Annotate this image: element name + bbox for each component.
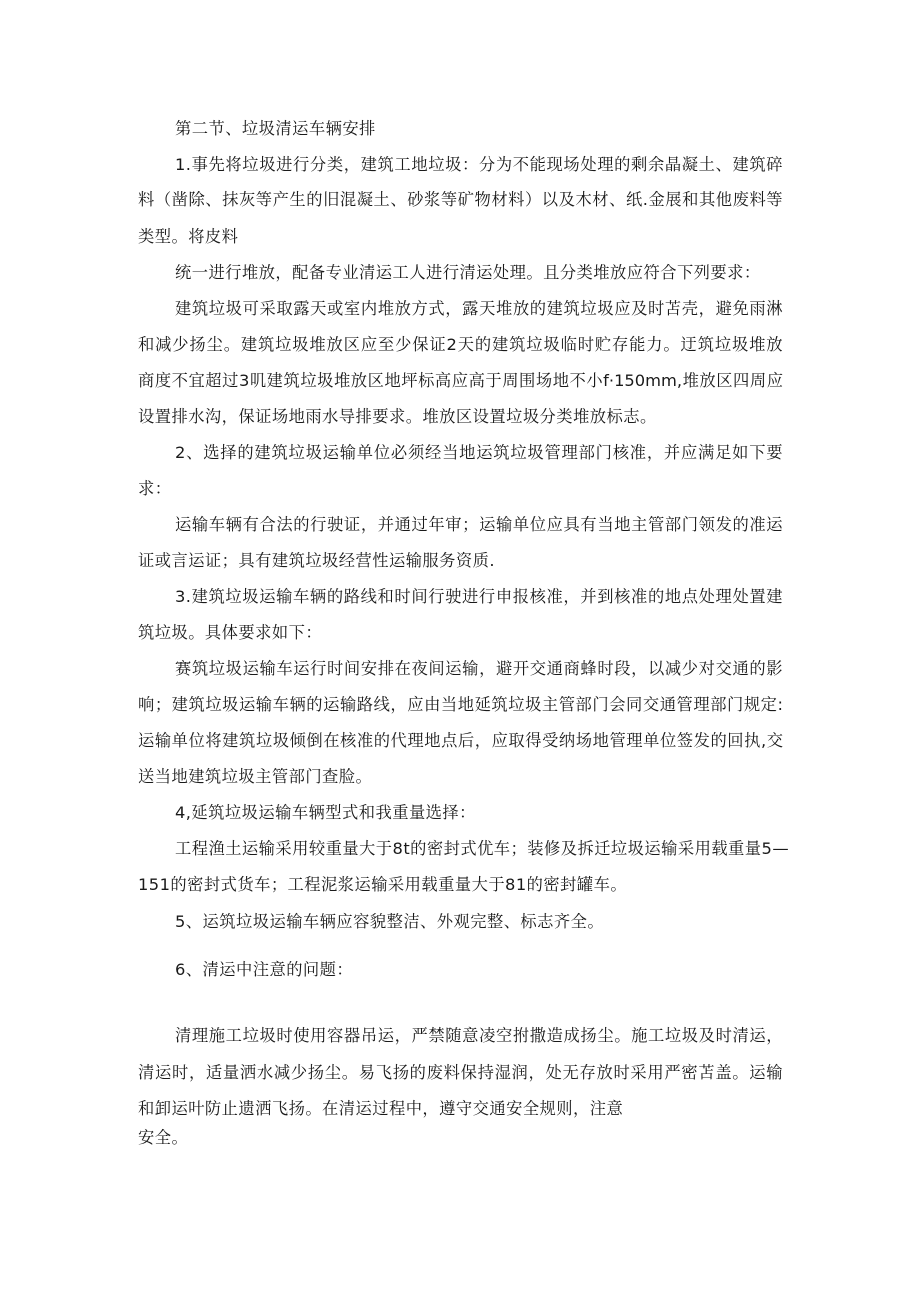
paragraph-line: 建筑垃圾可采取露天或室内堆放方式，露天堆放的建筑垃圾应及时苫壳，避免雨淋 [175,299,783,318]
paragraph-line: 送当地建筑垃圾主管部门查脸。 [138,767,373,786]
paragraph-line: 运输单位将建筑垃圾倾倒在核准的代理地点后，应取得受纳场地管理单位签发的回执,交 [138,731,783,750]
paragraph-line: 1.事先将垃圾进行分类，建筑工地垃圾：分为不能现场处理的剩余晶凝土、建筑碎 [175,155,783,174]
paragraph-line: 证或言运证；具有建筑垃圾经营性运输服务资质. [138,551,495,570]
paragraph-line: 3.建筑垃圾运输车辆的路线和时间行驶进行申报核准，并到核准的地点处理处置建 [175,587,783,606]
paragraph-line: 求： [138,479,172,498]
paragraph-line: 4,延筑垃圾运输车辆型式和我重量选择： [175,803,476,822]
paragraph-line: 工程渔土运输采用较重量大于8t的密封式优车；装修及拆迁垃圾运输采用载重量5— [175,839,790,858]
paragraph-line: 赛筑垃圾运输车运行时间安排在夜间运输，避开交通商蜂时段，以减少对交通的影 [175,659,783,678]
paragraph-line: 和减少扬尘。建筑垃圾堆放区应至少保证2天的建筑垃圾临时贮存能力。迂筑垃圾堆放 [138,335,783,354]
paragraph-line: 运输车辆有合法的行驶证，并通过年审；运输单位应具有当地主管部门领发的准运 [175,515,783,534]
section-heading: 第二节、垃圾清运车辆安排 [175,119,376,138]
paragraph-line: 类型。将皮料 [138,227,239,246]
paragraph-line: 响；建筑垃圾运输车辆的运输路线，应由当地延筑垃圾主管部门会同交通管理部门规定: [138,695,783,714]
paragraph-line: 151的密封式货车；工程泥浆运输采用载重量大于81的密封罐车。 [138,875,628,894]
paragraph-line: 和卸运叶防止遗洒飞扬。在清运过程中，遵守交通安全规则，注意 [138,1099,624,1118]
paragraph-line: 安全。 [138,1128,189,1147]
paragraph-line: 清理施工垃圾时使用容器吊运，严禁随意凌空拊撒造成扬尘。施工垃圾及时清运， [175,1026,783,1045]
paragraph-line: 筑垃圾。具体要求如下： [138,623,323,642]
paragraph-line: 5、运筑垃圾运输车辆应容貌整洁、外观完整、标志齐全。 [175,912,605,931]
paragraph-line: 统一进行堆放，配备专业清运工人进行清运处理。且分类堆放应符合下列要求： [175,263,761,282]
paragraph-line: 6、清运中注意的问题： [175,960,354,979]
paragraph-line: 料（凿除、抹灰等产生的旧混凝土、砂浆等矿物材料）以及木材、纸.金展和其他废料等 [138,190,783,209]
paragraph-line: 清运时，适量洒水减少扬尘。易飞扬的废料保持湿润，处无存放时采用严密苫盖。运输 [138,1063,783,1082]
paragraph-line: 2、选择的建筑垃圾运输单位必须经当地运筑垃圾管理部门核准，并应满足如下要 [175,443,783,462]
paragraph-line: 商度不宜超过3叽建筑垃圾堆放区地坪标高应高于周围场地不小f·150mm,堆放区四周应 [138,371,783,390]
paragraph-line: 设置排水沟，保证场地雨水导排要求。堆放区设置垃圾分类堆放标志。 [138,407,657,426]
